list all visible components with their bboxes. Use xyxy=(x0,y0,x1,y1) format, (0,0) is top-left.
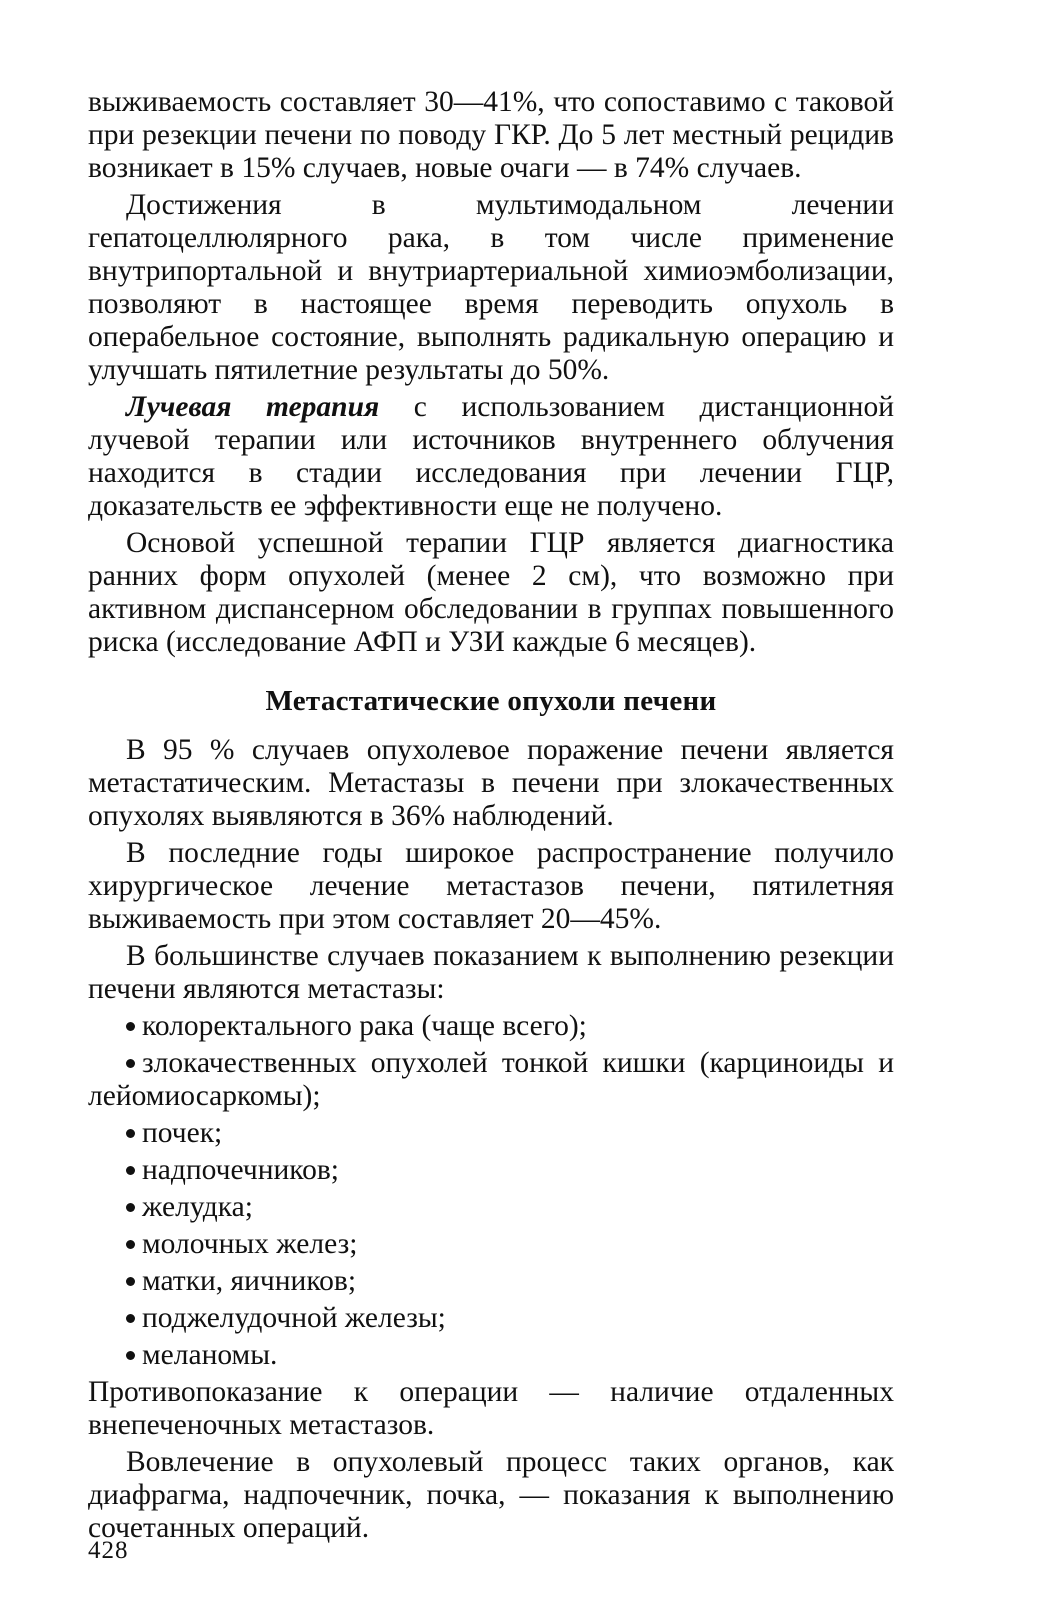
bullet-icon xyxy=(126,1277,135,1286)
section-heading: Метастатические опухоли печени xyxy=(265,685,717,717)
bullet-icon xyxy=(126,1129,135,1138)
list-item xyxy=(88,1302,894,1335)
paragraph-combined-operations: Вовлечение в опухолевый процесс таких органов, как диафрагма, надпочечник, почка, — показания к выполнению сочетанных операций. xyxy=(88,1446,894,1544)
paragraph-contraindication: Противопоказание к операции — наличие отдаленных внепеченочных метастазов. xyxy=(88,1376,894,1441)
list-item xyxy=(88,1047,894,1113)
paragraph-early-diagnosis: Основой успешной терапии ГЦР является диагностика ранних форм опухолей (менее 2 см), что возможно при активном диспансерном обследовании в группах повышенного риска (исследование АФП и УЗИ каждые 6 месяцев). xyxy=(88,527,894,658)
list-item xyxy=(88,1117,894,1150)
indications-list xyxy=(88,1010,894,1372)
list-item-text: поджелудочной железы; xyxy=(142,1302,446,1334)
bullet-icon xyxy=(126,1059,135,1068)
paragraph-metastatic-share: В 95 % случаев опухолевое поражение печени является метастатическим. Метастазы в печени при злокачественных опухолях выявляются в 36% наблюдений. xyxy=(88,734,894,832)
list-item xyxy=(88,1191,894,1224)
list-item-text: матки, яичников; xyxy=(142,1265,357,1297)
list-item xyxy=(88,1154,894,1187)
list-item-text: почек; xyxy=(142,1117,223,1149)
paragraph-resection-indications: В большинстве случаев показанием к выполнению резекции печени являются метастазы: xyxy=(88,940,894,1005)
radiation-term: Лучевая терапия xyxy=(126,391,380,423)
bullet-icon xyxy=(126,1022,135,1031)
page-number: 428 xyxy=(88,1537,129,1564)
paragraph-multimodal: Достижения в мультимодальном лечении гепатоцеллюлярного рака, в том числе применение внутрипортальной и внутриартериальной химиоэмболизации, позволяют в настоящее время переводить опухоль в операбельное состояние, выполнять радикальную операцию и улучшать пятилетние результаты до 50%. xyxy=(88,189,894,386)
list-item xyxy=(88,1265,894,1298)
list-item xyxy=(88,1228,894,1261)
paragraph-surgical-treatment: В последние годы широкое распространение получило хирургическое лечение метастазов печени, пятилетняя выживаемость при этом составляет 20—45%. xyxy=(88,837,894,935)
bullet-icon xyxy=(126,1351,135,1360)
list-item xyxy=(88,1339,894,1372)
list-item-text: молочных желез; xyxy=(142,1228,358,1260)
list-item-text: меланомы. xyxy=(142,1339,278,1371)
list-item-text: надпочечников; xyxy=(142,1154,339,1186)
list-item-text: желудка; xyxy=(142,1191,253,1223)
paragraph-survival: выживаемость составляет 30—41%, что сопоставимо с таковой при резекции печени по поводу ГКР. До 5 лет местный рецидив возникает в 15% случаев, новые очаги — в 74% случаев. xyxy=(88,86,894,184)
list-item xyxy=(88,1010,894,1043)
bullet-icon xyxy=(126,1166,135,1175)
bullet-icon xyxy=(126,1314,135,1323)
list-item-text: злокачественных опухолей тонкой кишки (карциноиды и лейомиосаркомы); xyxy=(88,1047,894,1112)
list-item-text: колоректального рака (чаще всего); xyxy=(142,1010,587,1042)
radiation-text: с использованием дистанционной лучевой терапии или источников внутреннего облучения находится в стадии исследования при лечении ГЦР, доказательств ее эффективности еще не получено. xyxy=(88,391,894,522)
page-body xyxy=(88,86,894,1549)
paragraph-radiation xyxy=(88,391,894,523)
bullet-icon xyxy=(126,1240,135,1249)
bullet-icon xyxy=(126,1203,135,1212)
